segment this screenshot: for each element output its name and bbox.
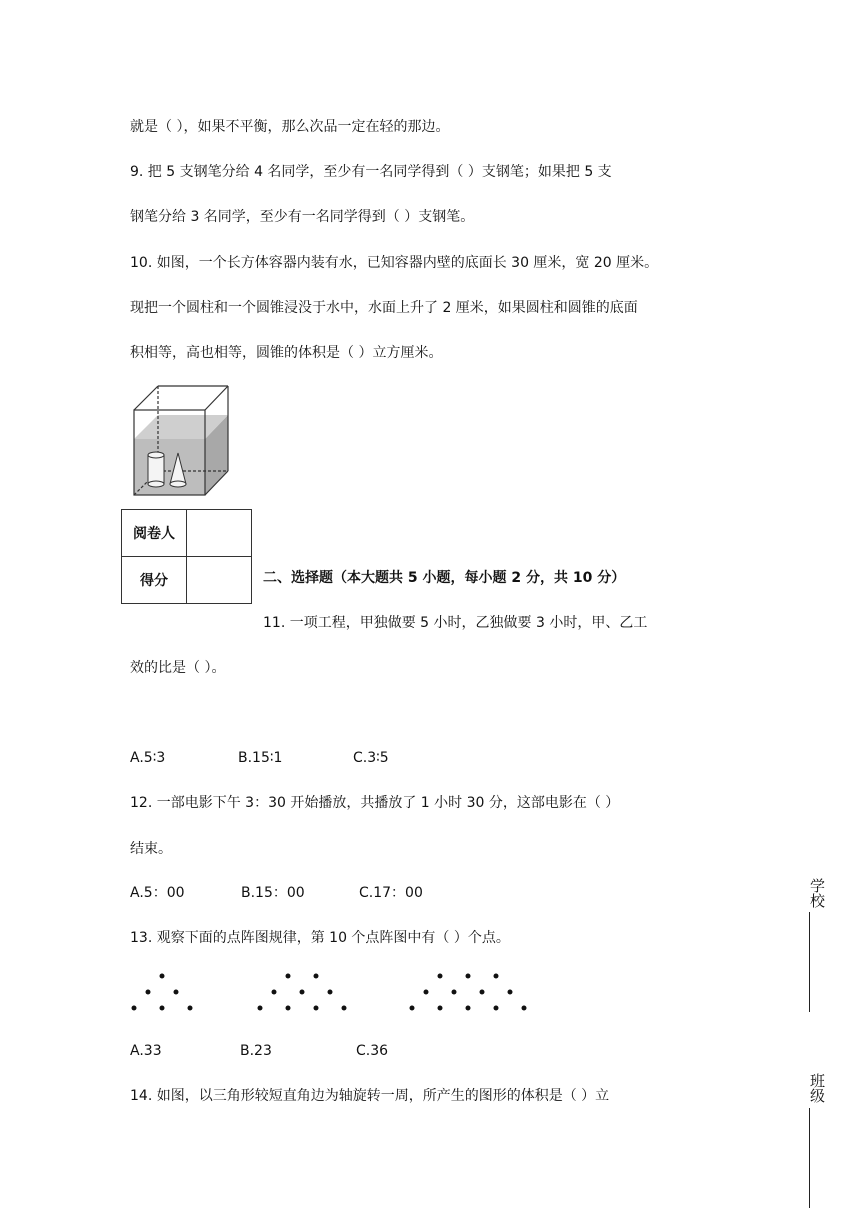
q11-option-c: C.3∶5: [353, 750, 389, 766]
question-9-line-2: 钢笔分给 3 名同学，至少有一名同学得到（ ）支钢笔。: [130, 209, 475, 225]
question-11-line-1: 11. 一项工程，甲独做要 5 小时，乙独做要 3 小时，甲、乙工: [263, 615, 648, 631]
score-label: 得分: [122, 557, 187, 604]
reviewer-label: 阅卷人: [122, 510, 187, 557]
dot-array-figures: [125, 968, 545, 1018]
dot-figure-3: [410, 974, 527, 1011]
container-figure: [130, 383, 232, 499]
question-10-line-1: 10. 如图，一个长方体容器内装有水，已知容器内壁的底面长 30 厘米，宽 20 厘米。: [130, 255, 659, 271]
q12-option-b: B.15：00: [241, 885, 305, 901]
question-10-line-2: 现把一个圆柱和一个圆锥浸没于水中，水面上升了 2 厘米，如果圆柱和圆锥的底面: [130, 300, 638, 316]
class-label: 班级: [808, 1073, 826, 1103]
reviewer-cell[interactable]: [187, 510, 252, 557]
q13-option-c: C.36: [356, 1043, 389, 1059]
q11-option-b: B.15∶1: [238, 750, 283, 766]
line-continuation: 就是（ ），如果不平衡，那么次品一定在轻的那边。: [130, 119, 450, 135]
question-13-line: 13. 观察下面的点阵图规律，第 10 个点阵图中有（ ）个点。: [130, 930, 510, 946]
cylinder-shape: [148, 452, 164, 487]
score-cell[interactable]: [187, 557, 252, 604]
class-blank-line[interactable]: [809, 1108, 810, 1208]
question-12-line-2: 结束。: [130, 841, 172, 857]
q13-option-a: A.33: [130, 1043, 162, 1059]
grader-table: [121, 509, 252, 604]
q12-option-a: A.5：00: [130, 885, 185, 901]
dot-figure-2: [258, 974, 347, 1011]
question-11-line-2: 效的比是（ ）。: [130, 660, 226, 676]
question-12-line-1: 12. 一部电影下午 3：30 开始播放，共播放了 1 小时 30 分，这部电影在（ ）: [130, 795, 620, 811]
question-10-line-3: 积相等，高也相等，圆锥的体积是（ ）立方厘米。: [130, 345, 443, 361]
section-2-heading: 二、选择题（本大题共 5 小题，每小题 2 分，共 10 分）: [263, 570, 626, 586]
water-front: [134, 439, 205, 495]
q13-option-b: B.23: [240, 1043, 272, 1059]
dot-figure-1: [132, 974, 193, 1011]
school-label: 学校: [808, 878, 826, 908]
question-14-line: 14. 如图，以三角形较短直角边为轴旋转一周，所产生的图形的体积是（ ）立: [130, 1088, 610, 1104]
school-blank-line[interactable]: [809, 912, 810, 1012]
q12-option-c: C.17：00: [359, 885, 423, 901]
question-9-line-1: 9. 把 5 支钢笔分给 4 名同学，至少有一名同学得到（ ）支钢笔；如果把 5 支: [130, 164, 612, 180]
q11-option-a: A.5∶3: [130, 750, 166, 766]
